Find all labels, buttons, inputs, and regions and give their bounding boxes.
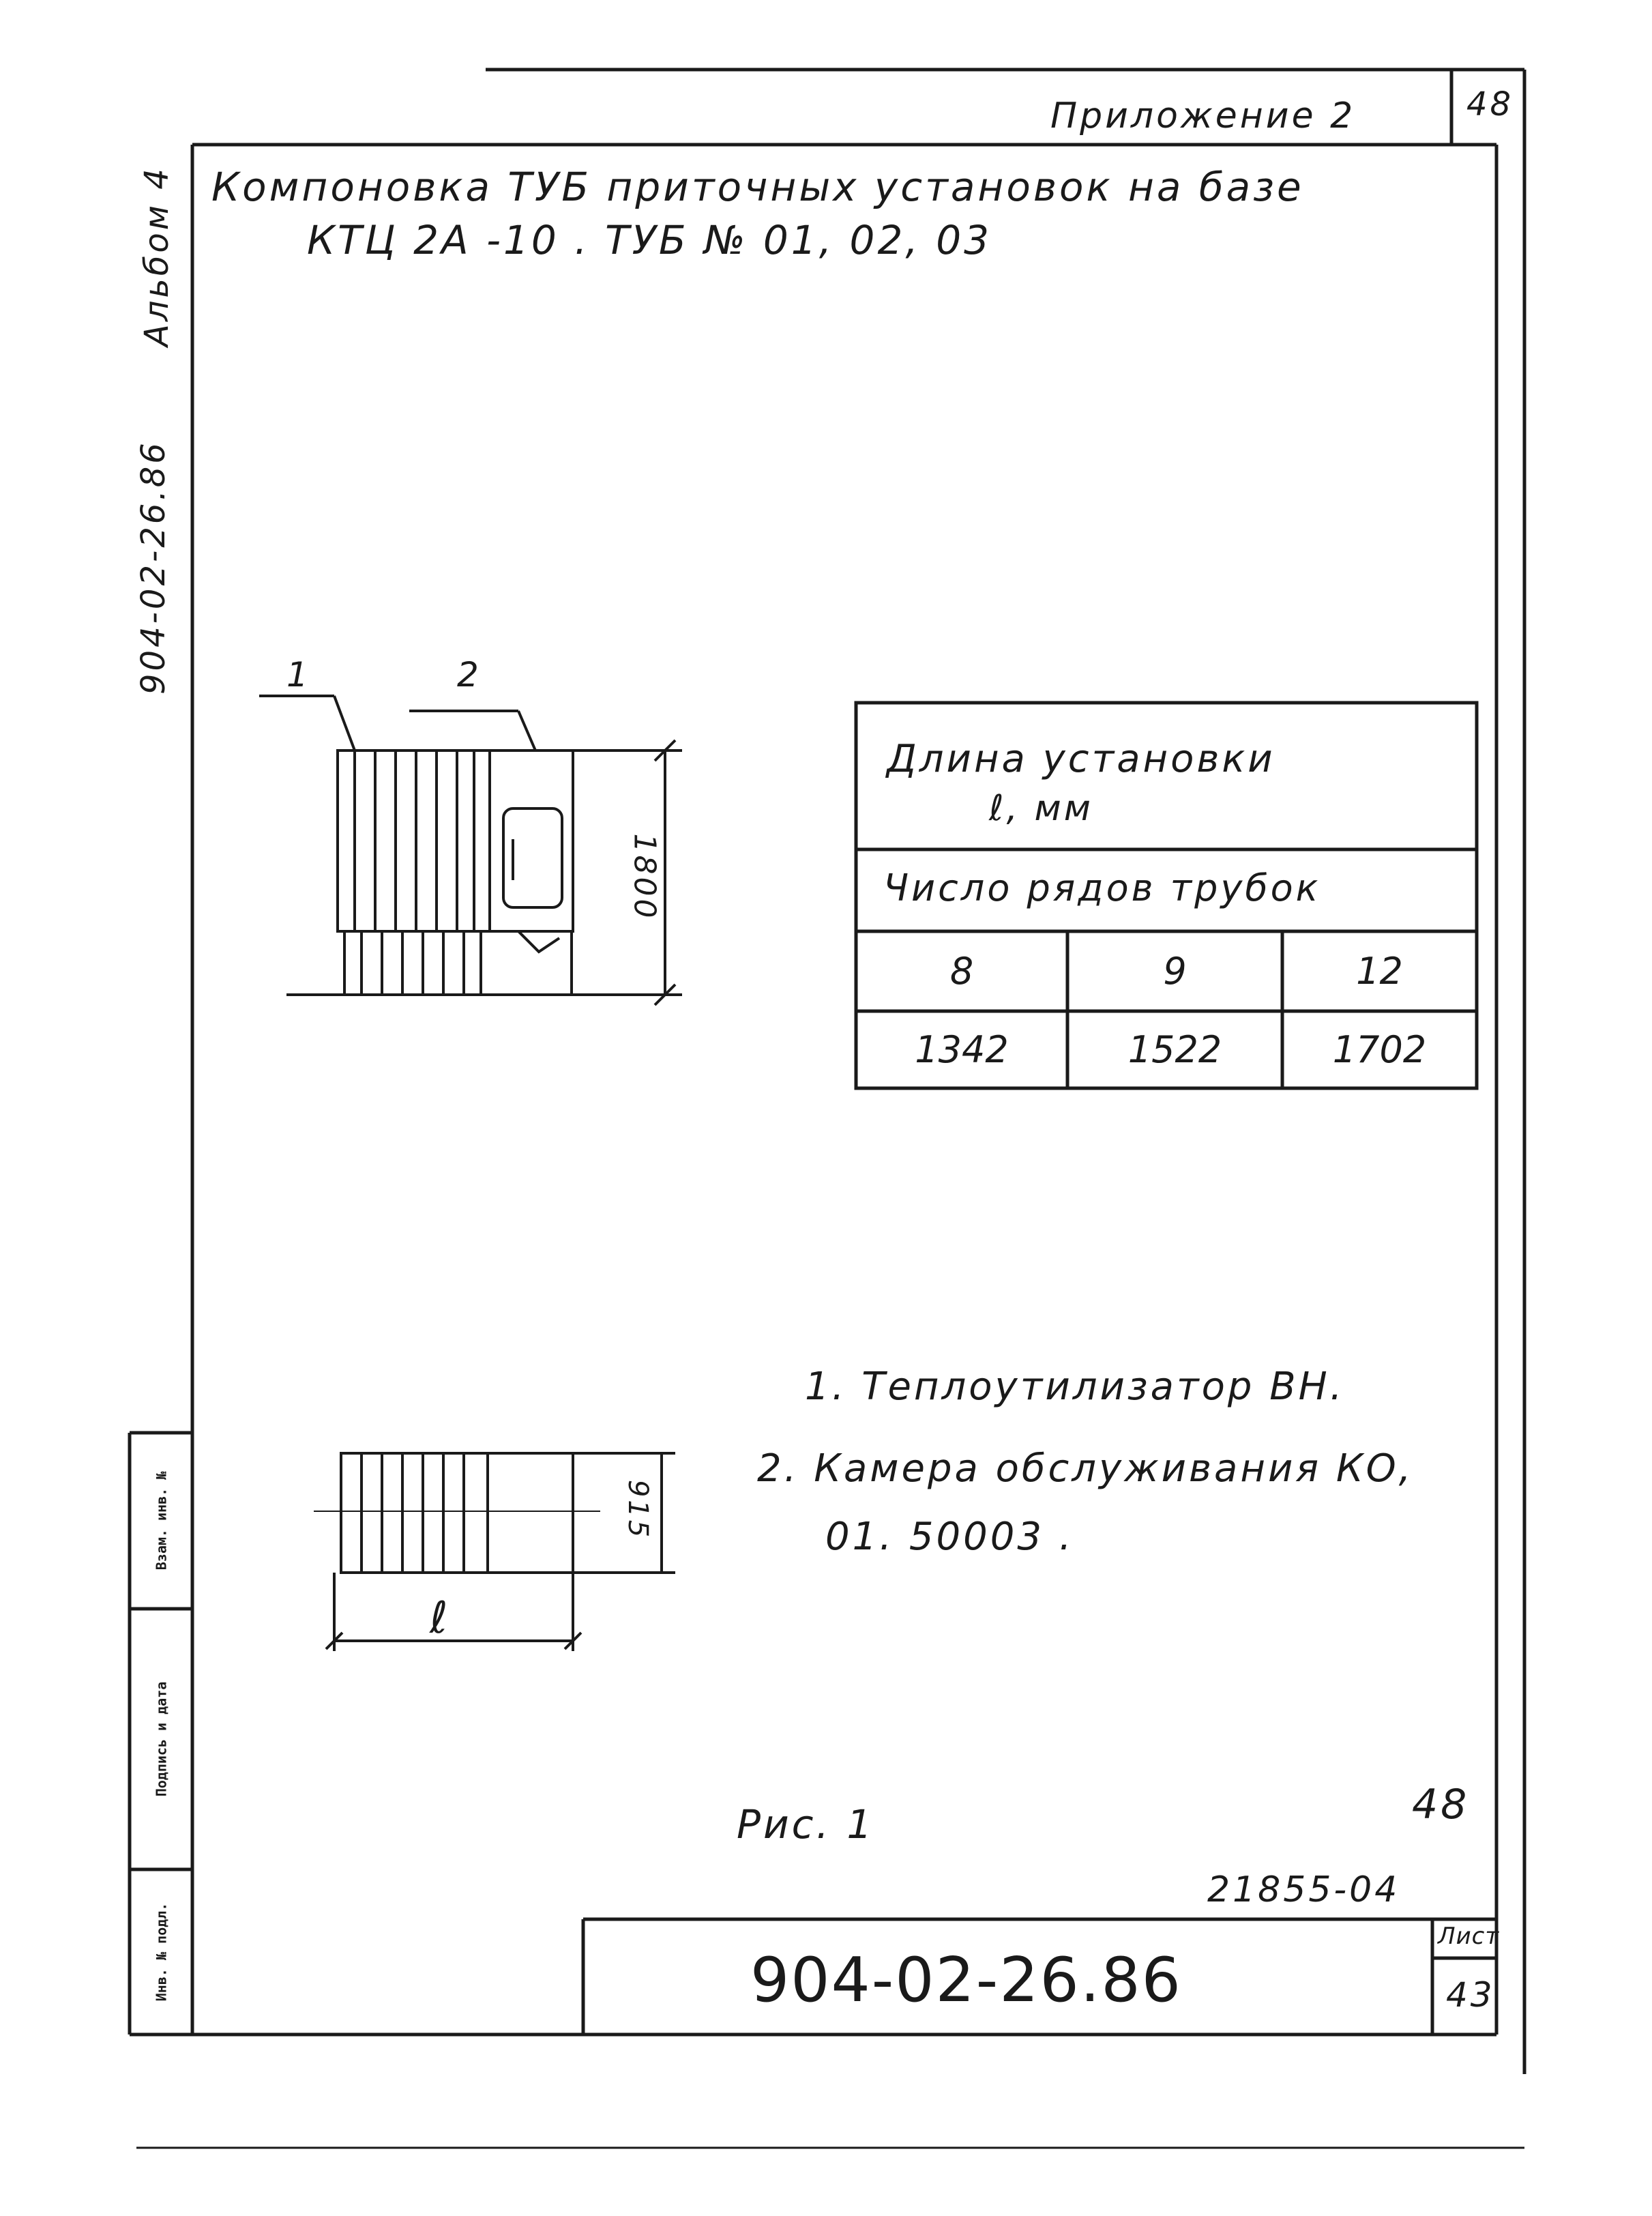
side-doc-code-text: 904-02-26.86 <box>134 440 173 695</box>
depth-dimension <box>622 1472 653 1547</box>
stamp-sheet-number: 43 <box>1446 1975 1495 2015</box>
stamp-doc-number: 904-02-26.86 <box>750 1944 1182 2016</box>
height-dimension-text: 1800 <box>627 833 662 921</box>
table-col-9: 9 <box>1163 950 1187 993</box>
table-val-1702: 1702 <box>1332 1028 1427 1071</box>
left-stamp-row3 <box>130 1869 192 2035</box>
legend-item-2b: 01. 50003 . <box>825 1515 1074 1559</box>
corner-number: 48 <box>1466 85 1514 123</box>
table-unit-label: ℓ, мм <box>989 788 1093 829</box>
callout-1: 1 <box>286 655 311 695</box>
side-album <box>138 142 176 347</box>
inventory-code: 21855-04 <box>1207 1869 1400 1910</box>
table-col-12: 12 <box>1356 950 1403 993</box>
figure-caption: Рис. 1 <box>737 1801 875 1848</box>
length-symbol: ℓ <box>430 1593 451 1644</box>
table-subheader: Число рядов трубок <box>883 866 1321 909</box>
page-title-line1: Компоновка ТУБ приточных установок на базе <box>211 164 1304 210</box>
left-stamp-row3-text: Инв. № подл. <box>153 1902 169 2002</box>
legend-item-1: 1. Теплоутилизатор ВН. <box>805 1365 1345 1409</box>
legend-item-2: 2. Камера обслуживания КО, <box>757 1446 1414 1491</box>
left-stamp-row2 <box>130 1609 192 1869</box>
table-val-1342: 1342 <box>915 1028 1009 1071</box>
left-stamp-row1-text: Взам. инв. № <box>153 1471 169 1571</box>
depth-dimension-text: 915 <box>622 1479 653 1541</box>
plan-view <box>314 1453 675 1651</box>
left-stamp-row1 <box>130 1433 192 1609</box>
callout-2: 2 <box>457 655 482 695</box>
elevation-view <box>259 696 682 1005</box>
side-doc-code <box>134 353 173 695</box>
table-val-1522: 1522 <box>1127 1028 1222 1071</box>
left-stamp-row2-text: Подпись и дата <box>153 1681 170 1797</box>
stamp-sheet-label: Лист <box>1438 1923 1500 1950</box>
page-number-right: 48 <box>1412 1781 1470 1828</box>
page-title-line2: КТЦ 2А -10 . ТУБ № 01, 02, 03 <box>307 217 992 263</box>
appendix-label: Приложение 2 <box>1050 96 1356 136</box>
table-col-8: 8 <box>949 950 974 993</box>
side-album-text: Альбом 4 <box>138 166 176 347</box>
table-header-label: Длина установки <box>887 737 1275 781</box>
height-dimension <box>628 833 662 922</box>
